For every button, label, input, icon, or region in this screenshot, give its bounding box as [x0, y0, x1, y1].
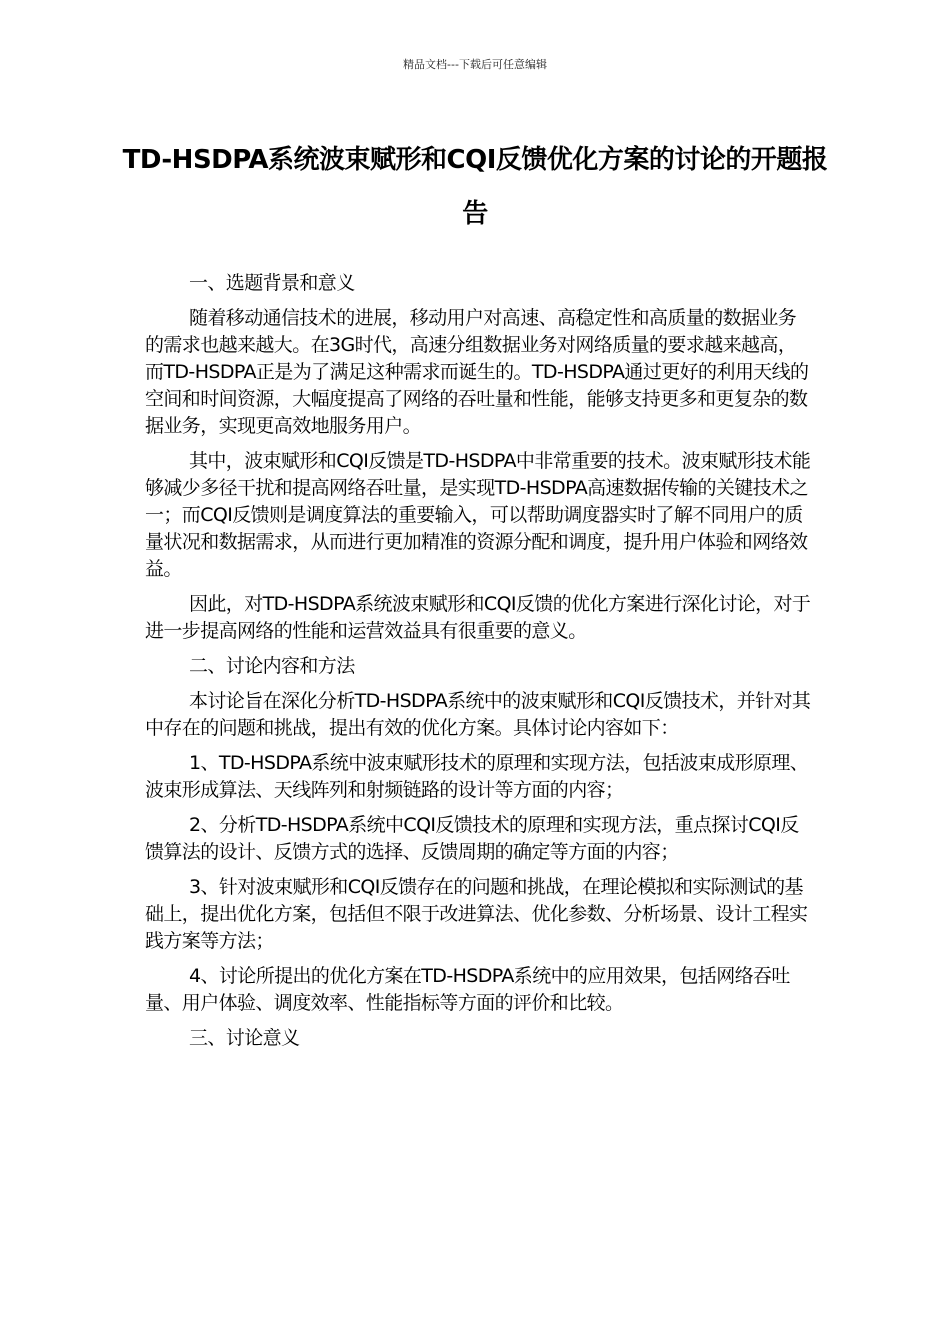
document-title: TD-HSDPA系统波束赋形和CQI反馈优化方案的讨论的开题报告	[122, 145, 828, 229]
paragraph: 其中，波束赋形和CQI反馈是TD-HSDPA中非常重要的技术。波束赋形技术能够减少多径干扰和提高网络吞吐量，是实现TD-HSDPA高速数据传输的关键技术之一；而CQI反馈则是调度算法的重要输入，可以帮助调度器实时了解不同用户的质量状况和数据需求，从而进行更加精准的资源分配和调度，提升用户体验和网络效益。	[145, 450, 811, 580]
section-heading-background: 一、选题背景和意义	[189, 272, 355, 294]
paragraph: 随着移动通信技术的进展，移动用户对高速、高稳定性和高质量的数据业务的需求也越来越大。在3G时代，高速分组数据业务对网络质量的要求越来越高，而TD-HSDPA正是为了满足这种需求而诞生的。TD-HSDPA通过更好的利用天线的空间和时间资源，大幅度提高了网络的吞吐量和性能，能够支持更多和更复杂的数据业务，实现更高效地服务用户。	[145, 307, 809, 437]
list-item: 1、TD-HSDPA系统中波束赋形技术的原理和实现方法，包括波束成形原理、波束形成算法、天线阵列和射频链路的设计等方面的内容；	[145, 752, 809, 801]
document-body	[145, 270, 812, 1060]
list-item: 3、针对波束赋形和CQI反馈存在的问题和挑战，在理论模拟和实际测试的基础上，提出优化方案，包括但不限于改进算法、优化参数、分析场景、设计工程实践方案等方法；	[145, 876, 808, 952]
list-item: 4、讨论所提出的优化方案在TD-HSDPA系统中的应用效果，包括网络吞吐量、用户体验、调度效率、性能指标等方面的评价和比较。	[145, 965, 790, 1014]
section-heading-content-methods: 二、讨论内容和方法	[189, 655, 355, 677]
paragraph: 因此，对TD-HSDPA系统波束赋形和CQI反馈的优化方案进行深化讨论，对于进一步提高网络的性能和运营效益具有很重要的意义。	[145, 593, 811, 642]
header-note: 精品文档---下载后可任意编辑	[403, 58, 547, 71]
section-heading-significance: 三、讨论意义	[189, 1027, 300, 1049]
paragraph: 本讨论旨在深化分析TD-HSDPA系统中的波束赋形和CQI反馈技术，并针对其中存在的问题和挑战，提出有效的优化方案。具体讨论内容如下：	[145, 690, 811, 739]
list-item: 2、分析TD-HSDPA系统中CQI反馈技术的原理和实现方法，重点探讨CQI反馈算法的设计、反馈方式的选择、反馈周期的确定等方面的内容；	[145, 814, 799, 863]
